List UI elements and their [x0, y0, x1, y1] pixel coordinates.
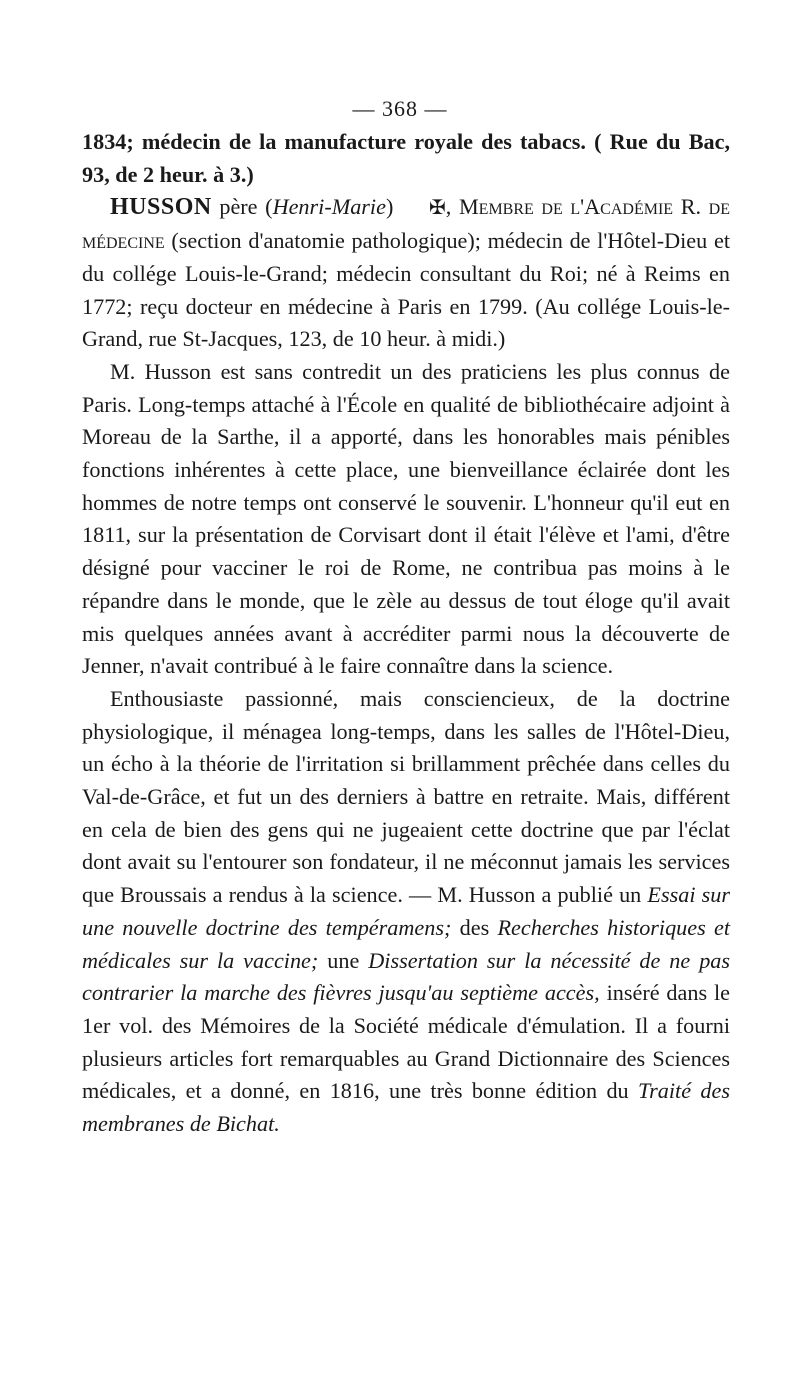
work-title-traite: Traité des membranes de Bichat. [82, 1078, 731, 1137]
paragraph-2-text-2: des [459, 914, 490, 940]
entry-given-names: Henri-Marie [272, 194, 386, 220]
paragraph-2-text-1: Enthousiaste passionné, mais consciencieux, de la doctrine physiologique, il ménagea long-temps, dans les salles de l'Hôtel-Dieu, un écho à la théorie de l'irritation si brillamment prêchée dans celles du Val-de-Grâce, et fut un des derniers à battre en retraite. Mais, différent en cela de bien des gens qui ne jugeaient cette doctrine que par l'éclat dont avait su l'entourer son fondateur, il ne méconnut jamais les services que Broussais a rendus à la science. — M. Husson a publié un [82, 685, 730, 908]
work-title-essai: Essai sur une nouvelle doctrine des tempéramens; [82, 882, 731, 940]
work-title-dissertation: Dissertation sur la nécessité de ne pas contrarier la marche des fièvres jusqu'au septième accès, [82, 947, 731, 1006]
entry-surname: HUSSON [110, 194, 212, 221]
page-number: — 368 — [352, 96, 448, 121]
legion-honour-icon: ✠ [428, 197, 446, 220]
work-title-recherches: Recherches historiques et médicales sur la vaccine; [82, 914, 731, 973]
entry-details: (section d'anatomie pathologique); médecin de l'Hôtel-Dieu et du collége Louis-le-Grand; médecin consultant du Roi; né à Reims en 1772; reçu docteur en médecine à Paris en 1799. (Au collége Louis-le-Grand, rue St-Jacques, 123, de 10 heur. à midi.) [82, 228, 731, 352]
biography-paragraph-2 [82, 683, 730, 1141]
page-body [82, 126, 730, 1141]
continuation-line: 1834; médecin de la manufacture royale des tabacs. ( Rue du Bac, 93, de 2 heur. à 3.) [82, 129, 730, 187]
entry-title-word: père [219, 194, 258, 220]
paragraph-2-text-4: inséré dans le 1er vol. des Mémoires de la Société médicale d'émulation. Il a fourni plusieurs articles fort remarquables au Grand Dictionnaire des Sciences médicales, et a donné, en 1816, une très bonne édition du [82, 980, 730, 1104]
paragraph-2-text-3: une [327, 947, 360, 973]
entry-heading: HUSSON père (Henri-Marie) ✠, Membre de l'Académie R. de médecine (section d'anatomie pathologique); médecin de l'Hôtel-Dieu et du collége Louis-le-Grand; médecin consultant du Roi; né à Reims en 1772; reçu docteur en médecine à Paris en 1799. (Au collége Louis-le-Grand, rue St-Jacques, 123, de 10 heur. à midi.) [82, 194, 731, 352]
entry-membership: Membre de l'Académie R. de médecine [82, 194, 731, 254]
biography-paragraph-1: M. Husson est sans contredit un des praticiens les plus connus de Paris. Long-temps attaché à l'École en qualité de bibliothécaire adjoint à Moreau de la Sarthe, il a apporté, dans les honorables mais pénibles fonctions inhérentes à cette place, une bienveillance éclairée dont les hommes de notre temps ont conservé le souvenir. L'honneur qu'il eut en 1811, sur la présentation de Corvisart dont il était l'élève et l'ami, d'être désigné pour vacciner le roi de Rome, ne contribua pas moins à le répandre dans le monde, que le zèle au dessus de tout éloge qu'il avait mis quelques années avant à accréditer parmi nous la découverte de Jenner, n'avait contribué à le faire connaître dans la science. [82, 358, 730, 679]
